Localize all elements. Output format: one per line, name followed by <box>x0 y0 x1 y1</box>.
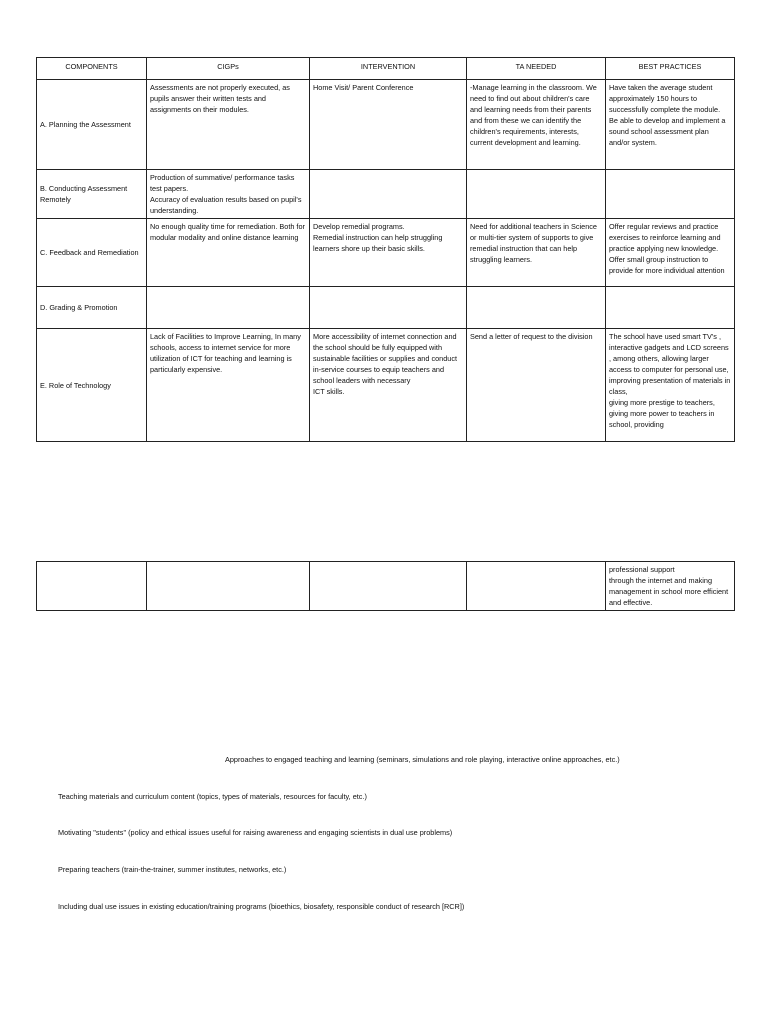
intervention-cell <box>310 170 467 219</box>
note-approaches: Approaches to engaged teaching and learning (seminars, simulations and role playing, interactive online approaches, etc.) <box>225 755 620 764</box>
table-row <box>37 80 735 170</box>
table-row <box>37 170 735 219</box>
cigps-cell: Lack of Facilities to Improve Learning, In many schools, access to internet service for more utilization of ICT for teaching and learning is particularly expensive. <box>147 329 310 442</box>
best-practices-cell <box>606 287 735 329</box>
ta-needed-cell: Need for additional teachers in Science or multi-tier system of supports to give remedial instruction that can help struggling learners. <box>467 219 606 287</box>
component-cell: D. Grading & Promotion <box>37 287 147 329</box>
ta-needed-cell: -Manage learning in the classroom. We need to find out about children's care and learning needs from their parents and from these we can identify the children's requirements, interests, current development and learning. <box>467 80 606 170</box>
best-practices-cell <box>606 170 735 219</box>
ta-needed-cell: Send a letter of request to the division <box>467 329 606 442</box>
component-cell: E. Role of Technology <box>37 329 147 442</box>
table-header-row <box>37 58 735 80</box>
cigps-cell <box>147 287 310 329</box>
cigps-cell: Assessments are not properly executed, as pupils answer their written tests and assignments on their modules. <box>147 80 310 170</box>
component-cell: A. Planning the Assessment <box>37 80 147 170</box>
intervention-cell <box>310 287 467 329</box>
component-cell: B. Conducting Assessment Remotely <box>37 170 147 219</box>
table-row <box>37 329 735 442</box>
continuation-table <box>36 561 735 611</box>
best-practices-cell: The school have used smart TV's , interactive gadgets and LCD screens , among others, allowing larger access to computer for personal use, improving presentation of materials in class, giving more prestige to teachers, giving more power to teachers in school, providing <box>606 329 735 442</box>
cigps-cell <box>147 562 310 611</box>
header-intervention: INTERVENTION <box>310 58 467 80</box>
note-dual-use-issues: Including dual use issues in existing education/training programs (bioethics, biosafety, responsible conduct of research [RCR]) <box>58 902 465 911</box>
ta-needed-cell <box>467 287 606 329</box>
intervention-cell: Home Visit/ Parent Conference <box>310 80 467 170</box>
intervention-cell: Develop remedial programs. Remedial instruction can help struggling learners shore up their basic skills. <box>310 219 467 287</box>
cigps-cell: Production of summative/ performance tasks test papers. Accuracy of evaluation results based on pupil's understanding. <box>147 170 310 219</box>
assessment-table <box>36 57 735 442</box>
header-cigps: CIGPs <box>147 58 310 80</box>
component-cell: C. Feedback and Remediation <box>37 219 147 287</box>
table-row <box>37 219 735 287</box>
header-components: COMPONENTS <box>37 58 147 80</box>
header-ta-needed: TA NEEDED <box>467 58 606 80</box>
ta-needed-cell <box>467 562 606 611</box>
best-practices-cell: Offer regular reviews and practice exercises to reinforce learning and practice applying new knowledge. Offer small group instruction to provide for more individual attention <box>606 219 735 287</box>
ta-needed-cell <box>467 170 606 219</box>
table-row <box>37 562 735 611</box>
intervention-cell: More accessibility of internet connection and the school should be fully equipped with sustainable facilities or supplies and conduct in-service courses to equip teachers and school leaders with necessary ICT skills. <box>310 329 467 442</box>
intervention-cell <box>310 562 467 611</box>
note-motivating-students: Motivating "students" (policy and ethical issues useful for raising awareness and engaging scientists in dual use problems) <box>58 828 453 837</box>
component-cell <box>37 562 147 611</box>
note-preparing-teachers: Preparing teachers (train-the-trainer, summer institutes, networks, etc.) <box>58 865 287 874</box>
header-best-practices: BEST PRACTICES <box>606 58 735 80</box>
note-teaching-materials: Teaching materials and curriculum content (topics, types of materials, resources for faculty, etc.) <box>58 792 367 801</box>
best-practices-cell: Have taken the average student approximately 150 hours to successfully complete the module. Be able to develop and implement a sound school assessment plan and/or system. <box>606 80 735 170</box>
best-practices-cell: professional support through the internet and making management in school more efficient and effective. <box>606 562 735 611</box>
cigps-cell: No enough quality time for remediation. Both for modular modality and online distance learning <box>147 219 310 287</box>
table-row <box>37 287 735 329</box>
